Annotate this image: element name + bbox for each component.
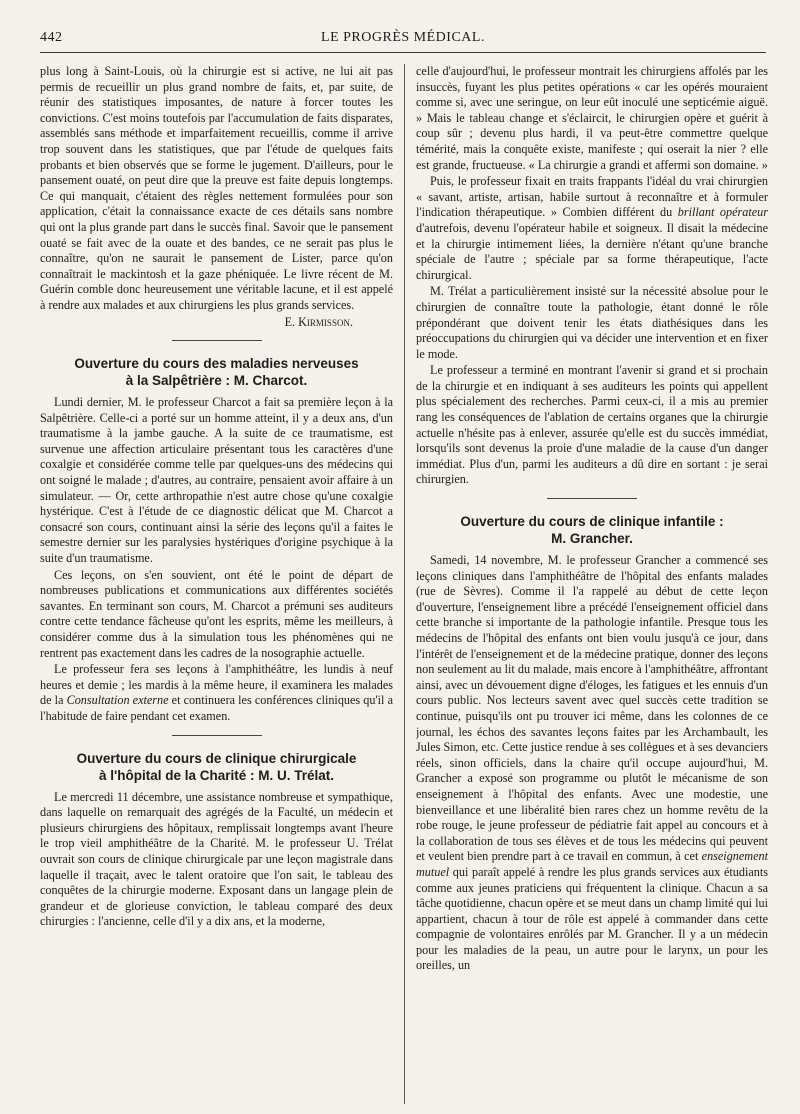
intro-paragraph: plus long à Saint-Louis, où la chirurgie est si active, ne lui ait pas permis de recueillir un plus grand nombre de faits, et, par suite, de réunir des statistiques imposantes, de nature à forcer toutes les convictions. C'est moins toutefois par l'accumulation de faits disparates, assemblés sans méthode et imparfaitement recueillis, comme il arrive trop souvent dans les statistiques, que par l'étude de quelques faits probants et bien observés que se forme le jugement. D'ailleurs, pour le pansement ouaté, on peut dire que la preuve est faite depuis longtemps. Ce qui manquait, c'étaient des règles nettement formulées pour son application, c'était la connaissance exacte de ces détails sans nombre qui ont la plus grande part dans le succès final. Savoir que le pansement ouaté se fait avec de la ouate et des bandes, ce ne serait pas plus le connaître, qu'on ne saurait le pansement de Lister, parce qu'on connaîtrait le mackintosh et la gaze phéniquée. Le livre récent de M. Guérin comble donc heureusement une véritable lacune, et il est appelé à rendre aux malades et aux chirurgiens les plus grands services. [40, 64, 393, 312]
text-run: d'autrefois, devenu l'opérateur habile et soigneux. Il disait la médecine et la chirurgie intimement liées, la dernière n'étant qu'une branche spéciale de l'autre ; spéciale par sa forme thérapeutique, l'acte chirurgical. [416, 220, 768, 282]
left-column [40, 64, 393, 1104]
section-separator [547, 498, 637, 499]
text-run: et continuera les conférences cliniques qu'il a l'habitude de faire pendant cet examen. [40, 693, 393, 723]
section-title-line: à la Salpêtrière : M. Charcot. [125, 373, 308, 389]
section-title-trelat [40, 750, 393, 784]
paragraph: Le professeur a terminé en montrant l'avenir si grand et si prochain de la chirurgie et en indiquant à ses auditeurs les points qui appellent plus spécialement des recherches. Parmi ceux-ci, il a mis au premier rang les conséquences de l'ablation de certains organes que la chirurgie actuelle n'hésite pas à enlever, assurée qu'elle est du succès immédiat, lorsqu'ils sont devenus la proie d'une maladie de la cause d'un danger immédiat. Plus d'un, parmi les auditeurs a dû dire en sortant : je serai chirurgien. [416, 363, 768, 487]
section-separator [172, 735, 262, 736]
text-run: Samedi, 14 novembre, M. le professeur Grancher a commencé ses leçons cliniques dans l'amphithéâtre de l'hôpital des enfants malades (rue de Sèvres). Comme il l'a rappelé au début de cette leçon d'ouverture, l'enseignement libre a précédé l'enseignement officiel dans cette branche si importante de la pathologie infantile. Presque tous les médecins de l'hôpital des enfants ont bien voulu jusqu'à ce jour, dans l'intérêt de l'enseignement et de la médecine pratique, donner des leçons non seulement au lit du malade, mais encore à l'amphithéâtre, affrontant ainsi, avec un dévouement digne d'éloges, les fatigues et les ennuis d'un cours public. Nos lecteurs savent avec quel succès cette tradition se continue, puisqu'ils ont pu trouver ici même, dans les colonnes de ce journal, les échos des savantes leçons faites par les Archambault, les Jules Simon, etc. Cette justice rendue à ses collègues et à ses devanciers réels, sinon officiels, dans la chaire qu'il occupe aujourd'hui, M. Grancher a exposé son programme ou plutôt le mécanisme de son enseignement à l'hôpital des enfants. Avec une modestie, une bienveillance et une libéralité bien rares chez un homme revêtu de la robe rouge, le jeune professeur de pédiatrie fait appel au concours et à la collaboration de tous ses élèves et de tous les médecins qui peuvent et veulent bien prendre part à ce travail en commun, à cet [416, 553, 768, 864]
paragraph [416, 174, 768, 283]
paragraph [416, 553, 768, 974]
section-title-grancher [416, 513, 768, 547]
running-header [40, 30, 766, 52]
italic-text: brillant opérateur [677, 205, 768, 220]
paragraph: Ces leçons, on s'en souvient, ont été le point de départ de nombreuses publications et communications aux différentes sociétés savantes. En terminant son cours, M. Charcot a prémuni ses auditeurs contre cette tendance fâcheuse qu'ont les esprits, même les meilleurs, à considérer comme dus à la simulation tous les phénomènes qui ne rentrent pas exactement dans les cadres de la nosographie actuelle. [40, 567, 393, 660]
page-number: 442 [40, 30, 63, 45]
text-run: qui paraît appelé à rendre les plus grands services aux étudiants comme aux jeunes praticiens qui fréquentent la clinique. Chacun a sa tâche quotidienne, chacun opère et se meut dans un champ limité qui lui appartient, chacun à tour de rôle est appelé à commander dans cette compagnie de volontaires enrôlés par M. Grancher. Il y a un médecin pour les maladies de la peau, un autre pour le larynx, un pour les oreilles, un [416, 864, 768, 973]
section-title-line: Ouverture du cours de clinique infantile : [460, 514, 724, 530]
section-separator [172, 340, 262, 341]
text-run: Puis, le professeur fixait en traits frappants l'idéal du vrai chirurgien « savant, artiste, artisan, habile surtout à reconnaître et à formuler l'indication thérapeutique. » Combien différent du [416, 174, 768, 220]
section-title-line: à l'hôpital de la Charité : M. U. Trélat. [98, 767, 334, 783]
column-divider [404, 64, 405, 1104]
section-title-line: M. Grancher. [551, 531, 633, 547]
italic-text: enseignement mutuel [416, 849, 768, 879]
right-column [416, 64, 768, 1104]
paragraph: Lundi dernier, M. le professeur Charcot a fait sa première leçon à la Salpêtrière. Celle-ci a porté sur un homme atteint, il y a deux ans, d'un traumatisme à la jambe gauche. A la suite de ce traumatisme, est survenue une affection articulaire présentant tous les caractères d'une coxalgie et considérée comme telle par quelques-uns des médecins qui ont soigné le malade ; d'autres, au contraire, pensaient avoir affaire à un simulateur. — Or, cette arthropathie n'est autre chose qu'une coxalgie hystérique. C'est à l'étude de ce diagnostic délicat que M. Charcot a consacré son cours, continuant ainsi la série des leçons qu'il a faites le semestre dernier sur les paralysies hystériques d'origine psychique à la suite d'un traumatisme. [40, 395, 393, 566]
paragraph [40, 662, 393, 724]
section-title-charcot [40, 355, 393, 389]
section-title-line: Ouverture du cours de clinique chirurgicale [76, 750, 357, 766]
italic-text: Consultation externe [66, 693, 169, 708]
journal-title: LE PROGRÈS MÉDICAL. [321, 30, 485, 45]
author-signature: E. Kirmisson. [284, 314, 353, 329]
paragraph: celle d'aujourd'hui, le professeur montrait les chirurgiens affolés par les insuccès, fuyant les plus petites opérations « car les opérés mouraient comme si, avec une seringue, on leur eût inoculé une septicémie aiguë. » Mais le tableau change et s'éclaircit, le chirurgien opère et guérit à coup sûr ; devenu plus hardi, il va peut-être commettre quelque témérité, mais la conquête existe, manifeste ; qui oserait la nier ? elle est grande, fructueuse. « La chirurgie a grandi et affermi son domaine. » [416, 64, 768, 172]
section-title-line: Ouverture du cours des maladies nerveuses [74, 356, 359, 372]
text-run: Le professeur fera ses leçons à l'amphithéâtre, les lundis à neuf heures et demie ; les mardis à la même heure, il examinera les malades de la [40, 662, 393, 708]
paragraph: M. Trélat a particulièrement insisté sur la nécessité absolue pour le chirurgien de connaître toute la pathologie, étant donné le rôle prépondérant que doivent tenir les états diathésiques dans les préoccupations du chirurgien qui va décider une intervention et en fixer le mode. [416, 284, 768, 361]
header-rule [40, 52, 766, 53]
paragraph: Le mercredi 11 décembre, une assistance nombreuse et sympathique, dans laquelle on remarquait des agrégés de la Faculté, un médecin et plusieurs chirurgiens des hôpitaux, remplissait longtemps avant l'heure le trop vieil amphithéâtre de la Charité. M. le professeur U. Trélat ouvrait son cours de clinique chirurgicale par une leçon magistrale dans laquelle il traçait, avec le talent oratoire que l'on sait, le tableau des conquêtes de la chirurgie moderne. Exposant dans un langage plein de grandeur et de glorieuse conviction, le tableau comparé des deux chirurgies : l'ancienne, celle d'il y a dix ans, et la moderne, [40, 789, 393, 929]
